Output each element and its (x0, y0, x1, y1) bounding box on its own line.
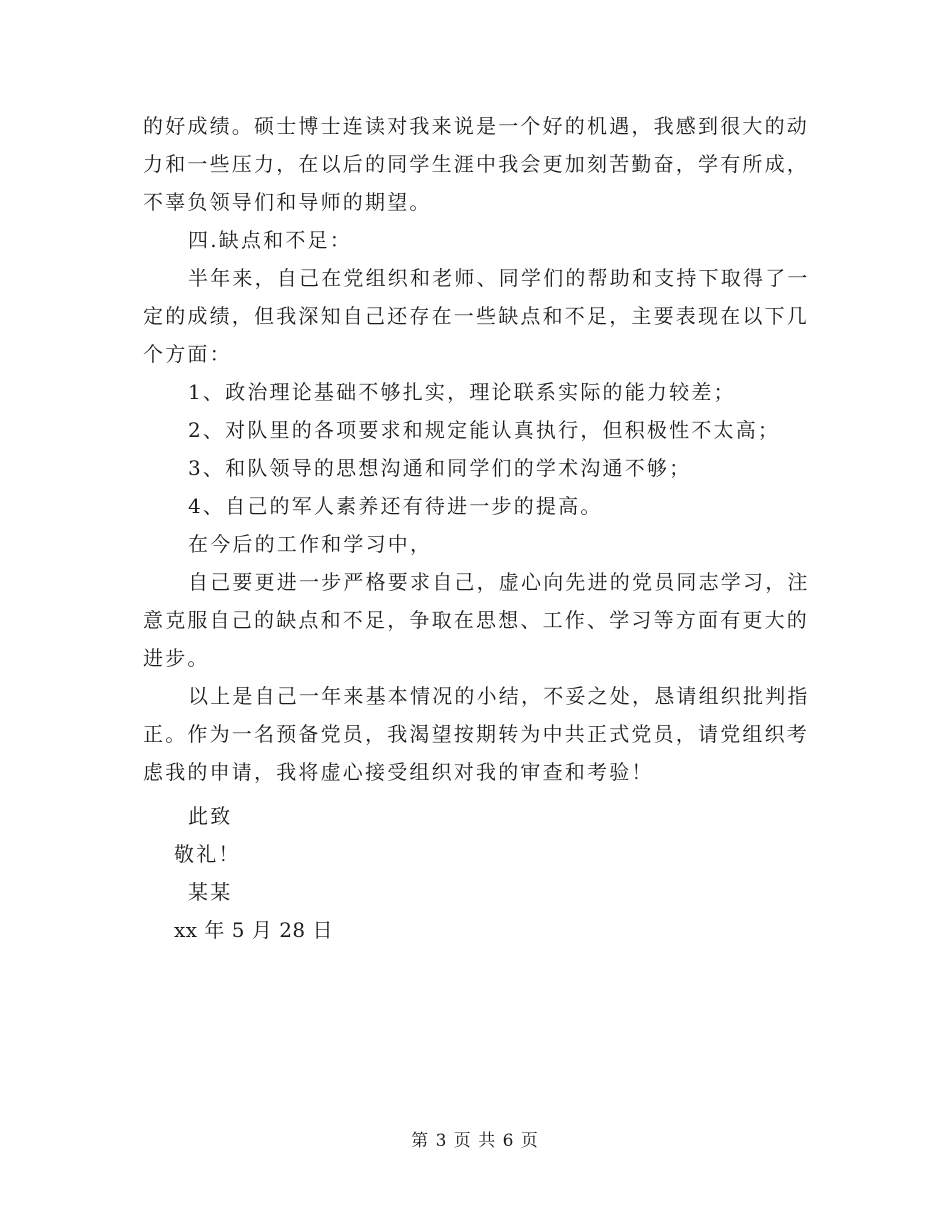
list-item: 3、和队领导的思想沟通和同学们的学术沟通不够； (188, 456, 692, 480)
closing-line: 此致 (188, 804, 233, 828)
body-line: 不辜负领导们和导师的期望。 (143, 190, 432, 214)
section-heading: 四.缺点和不足： (188, 228, 352, 252)
salutation-line: 敬礼！ (174, 842, 241, 866)
body-line: 意克服自己的缺点和不足，争取在思想、工作、学习等方面有更大的 (143, 608, 809, 632)
signature-name: 某某 (188, 880, 233, 904)
body-line: 定的成绩，但我深知自己还存在一些缺点和不足，主要表现在以下几 (143, 304, 809, 328)
body-line: 进步。 (143, 646, 210, 670)
body-line: 个方面： (143, 342, 232, 366)
body-line: 半年来，自己在党组织和老师、同学们的帮助和支持下取得了一 (188, 266, 810, 290)
list-item: 1、政治理论基础不够扎实，理论联系实际的能力较差； (188, 380, 736, 404)
body-line: 自己要更进一步严格要求自己，虚心向先进的党员同志学习，注 (188, 570, 810, 594)
body-line: 力和一些压力，在以后的同学生涯中我会更加刻苦勤奋，学有所成， (143, 152, 809, 176)
list-item: 2、对队里的各项要求和规定能认真执行，但积极性不太高； (188, 418, 781, 442)
page-number-footer: 第 3 页 共 6 页 (411, 1131, 539, 1151)
body-line: 以上是自己一年来基本情况的小结，不妥之处，恳请组织批判指 (188, 684, 810, 708)
signature-date: xx 年 5 月 28 日 (174, 918, 334, 942)
body-line: 的好成绩。硕士博士连读对我来说是一个好的机遇，我感到很大的动 (143, 114, 809, 138)
body-line: 正。作为一名预备党员，我渴望按期转为中共正式党员，请党组织考 (143, 722, 809, 746)
list-item: 4、自己的军人素养还有待进一步的提高。 (188, 494, 603, 518)
body-line: 在今后的工作和学习中， (188, 532, 433, 556)
body-line: 虑我的申请，我将虚心接受组织对我的审查和考验！ (143, 760, 654, 784)
